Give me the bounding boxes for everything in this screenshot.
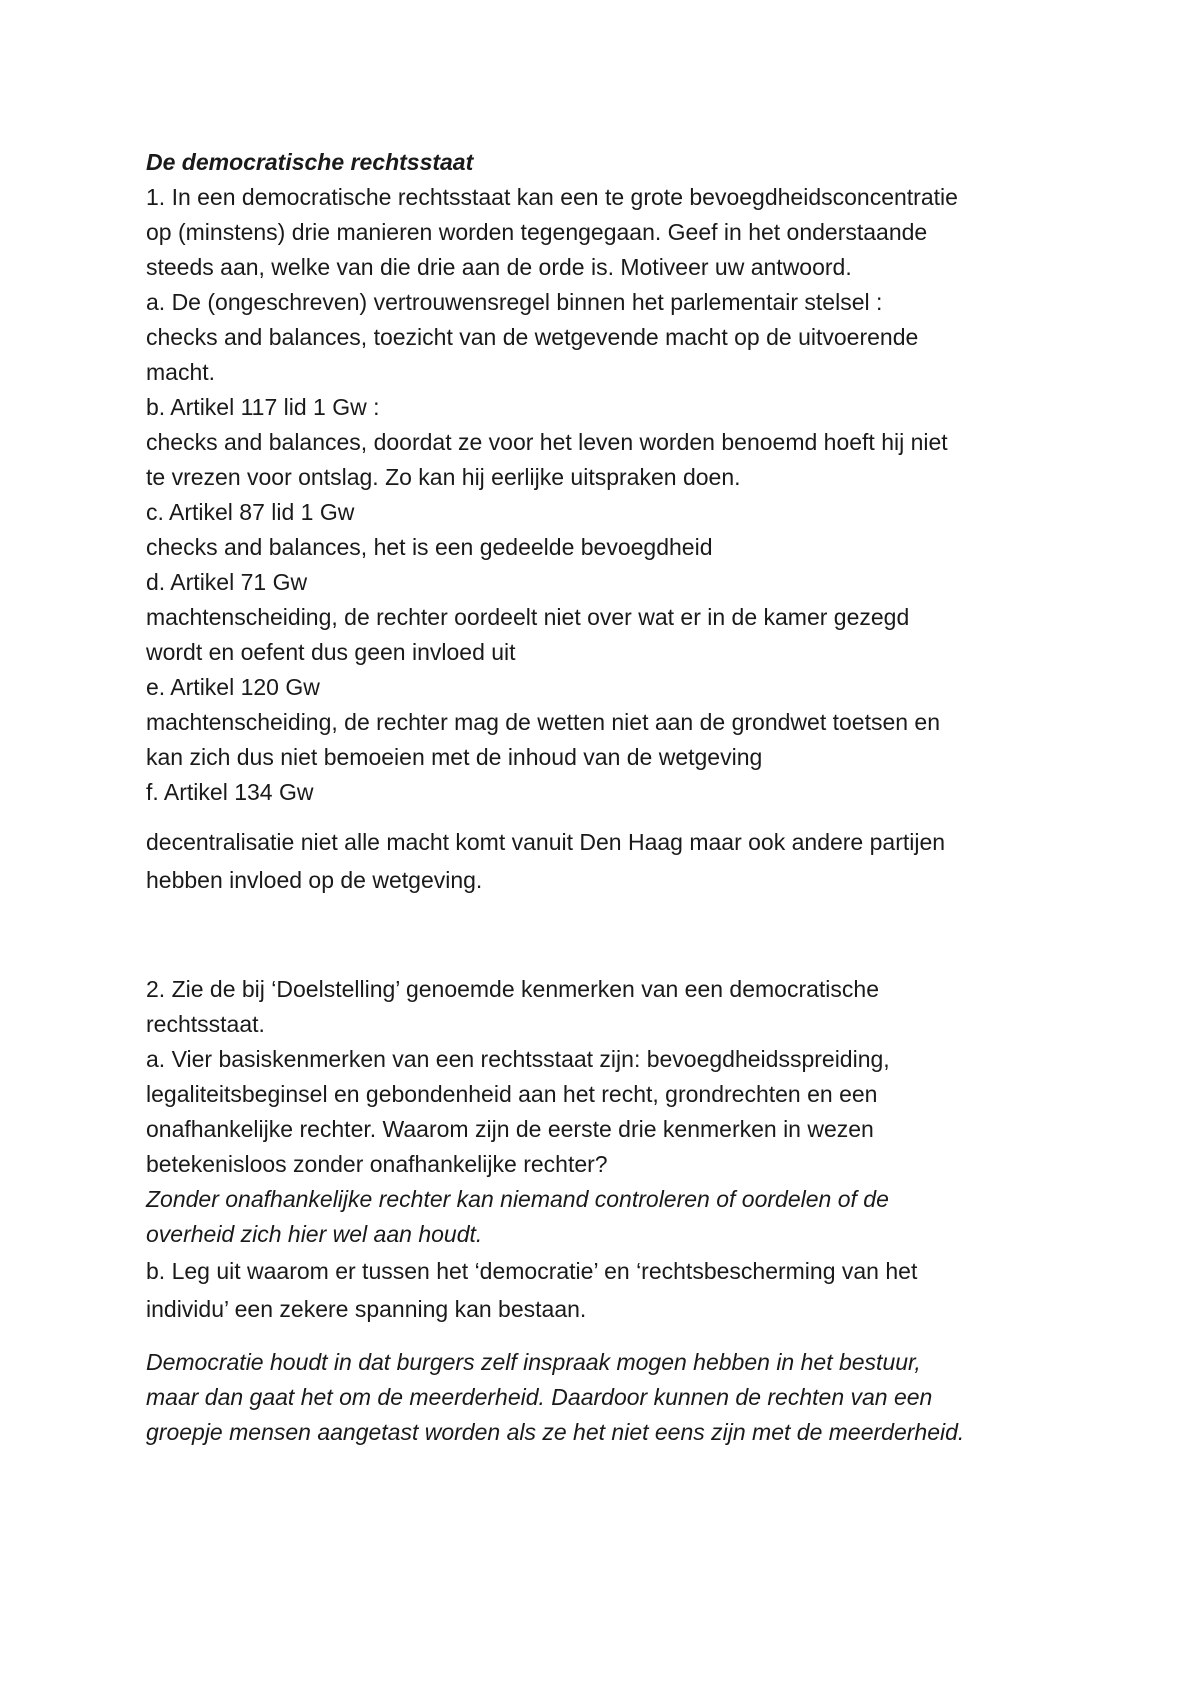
q1-intro-line-3: steeds aan, welke van die drie aan de orde is. Motiveer uw antwoord. bbox=[146, 254, 852, 280]
spacer bbox=[146, 810, 1106, 823]
spacer bbox=[146, 899, 1106, 972]
q2b-answer-line-3: groepje mensen aangetast worden als ze het niet eens zijn met de meerderheid. bbox=[146, 1419, 965, 1445]
q1e-answer-line-2: kan zich dus niet bemoeien met de inhoud van de wetgeving bbox=[146, 744, 763, 770]
q1f-answer-line-2: hebben invloed op de wetgeving. bbox=[146, 867, 483, 893]
q1-intro-line-2: op (minstens) drie manieren worden tegengegaan. Geef in het onderstaande bbox=[146, 219, 928, 245]
q2a-question-line-3: onafhankelijke rechter. Waarom zijn de eerste drie kenmerken in wezen bbox=[146, 1116, 874, 1142]
q2b-answer-line-1: Democratie houdt in dat burgers zelf inspraak mogen hebben in het bestuur, bbox=[146, 1349, 921, 1375]
q2-intro-line-2: rechtsstaat. bbox=[146, 1011, 265, 1037]
q2a-answer-line-2: overheid zich hier wel aan houdt. bbox=[146, 1221, 483, 1247]
document-title: De democratische rechtsstaat bbox=[146, 149, 474, 175]
q1c-answer-line-1: checks and balances, het is een gedeelde bevoegdheid bbox=[146, 534, 713, 560]
q2a-question-line-1: a. Vier basiskenmerken van een rechtsstaat zijn: bevoegdheidsspreiding, bbox=[146, 1046, 890, 1072]
q2a-question-line-2: legaliteitsbeginsel en gebondenheid aan het recht, grondrechten en een bbox=[146, 1081, 878, 1107]
q2b-question-line-2: individu’ een zekere spanning kan bestaan. bbox=[146, 1296, 587, 1322]
spacer bbox=[146, 1328, 1106, 1345]
q2-intro-line-1: 2. Zie de bij ‘Doelstelling’ genoemde kenmerken van een democratische bbox=[146, 976, 880, 1002]
q1e-question: e. Artikel 120 Gw bbox=[146, 674, 320, 700]
q1a-answer-line-1: checks and balances, toezicht van de wetgevende macht op de uitvoerende bbox=[146, 324, 919, 350]
q1b-answer-line-1: checks and balances, doordat ze voor het leven worden benoemd hoeft hij niet bbox=[146, 429, 948, 455]
q1a-question: a. De (ongeschreven) vertrouwensregel binnen het parlementair stelsel : bbox=[146, 289, 883, 315]
q1a-answer-line-2: macht. bbox=[146, 359, 216, 385]
q2a-question-line-4: betekenisloos zonder onafhankelijke rechter? bbox=[146, 1151, 608, 1177]
q1b-answer-line-2: te vrezen voor ontslag. Zo kan hij eerlijke uitspraken doen. bbox=[146, 464, 741, 490]
q2b-answer-line-2: maar dan gaat het om de meerderheid. Daardoor kunnen de rechten van een bbox=[146, 1384, 933, 1410]
q1c-question: c. Artikel 87 lid 1 Gw bbox=[146, 499, 355, 525]
document-page bbox=[146, 145, 1106, 1450]
q1b-question: b. Artikel 117 lid 1 Gw : bbox=[146, 394, 380, 420]
q2b-question-line-1: b. Leg uit waarom er tussen het ‘democratie’ en ‘rechtsbescherming van het bbox=[146, 1258, 918, 1284]
q1-intro-line-1: 1. In een democratische rechtsstaat kan een te grote bevoegdheidsconcentratie bbox=[146, 184, 958, 210]
q1d-answer-line-2: wordt en oefent dus geen invloed uit bbox=[146, 639, 516, 665]
q1e-answer-line-1: machtenscheiding, de rechter mag de wetten niet aan de grondwet toetsen en bbox=[146, 709, 941, 735]
q1f-answer-line-1: decentralisatie niet alle macht komt vanuit Den Haag maar ook andere partijen bbox=[146, 829, 946, 855]
q1d-question: d. Artikel 71 Gw bbox=[146, 569, 308, 595]
q1f-question: f. Artikel 134 Gw bbox=[146, 779, 314, 805]
q2a-answer-line-1: Zonder onafhankelijke rechter kan niemand controleren of oordelen of de bbox=[146, 1186, 889, 1212]
q1d-answer-line-1: machtenscheiding, de rechter oordeelt niet over wat er in de kamer gezegd bbox=[146, 604, 910, 630]
